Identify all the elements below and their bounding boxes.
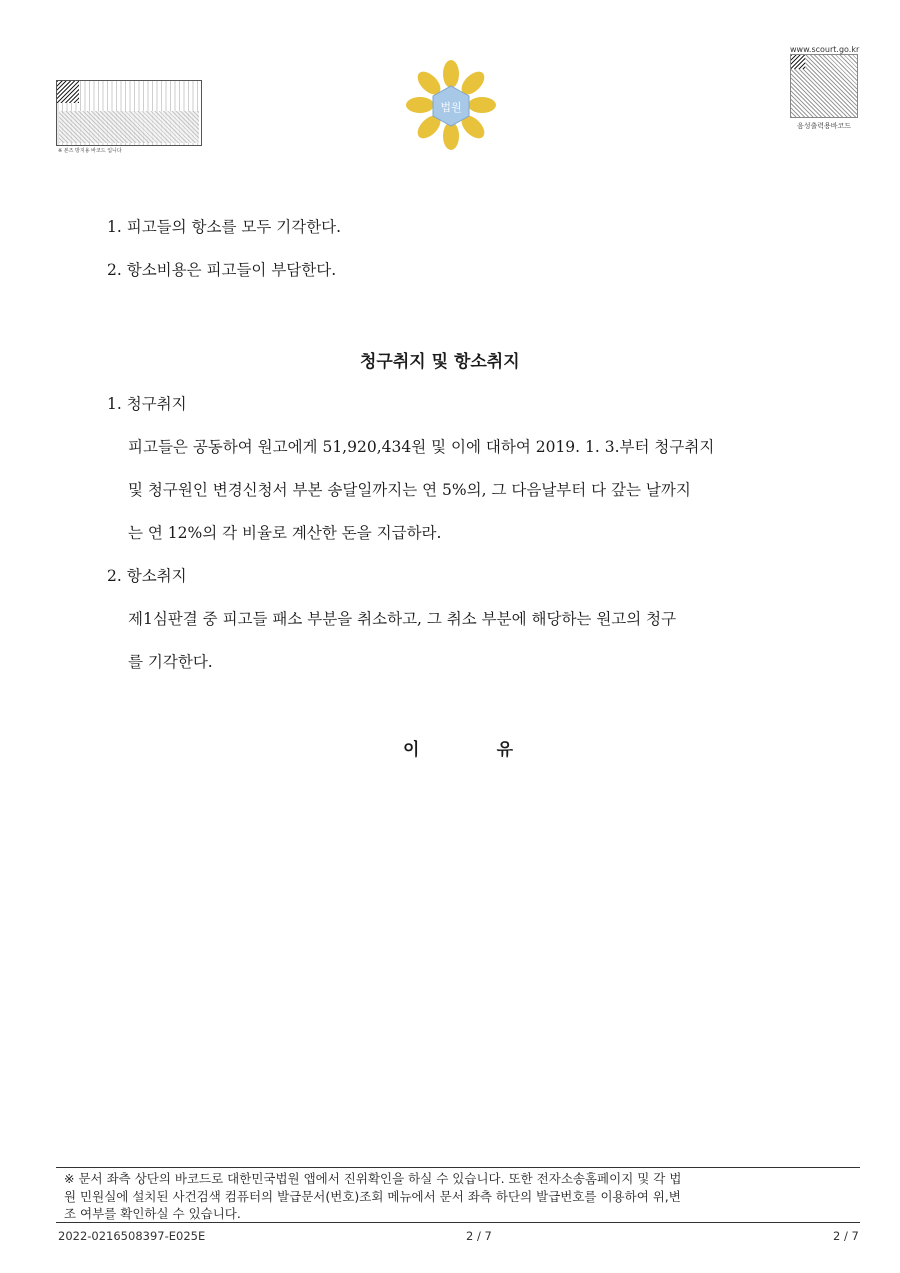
- voice-output-barcode: [790, 54, 858, 118]
- claim-item-1-line: 는 연 12%의 각 비율로 계산한 돈을 지급하라.: [128, 524, 442, 542]
- footer-notice-line: ※ 문서 좌측 상단의 바코드로 대한민국법원 앱에서 진위확인을 하실 수 있습니다. 또한 전자소송홈페이지 및 각 법: [64, 1171, 682, 1186]
- claim-item-1-title: 1. 청구취지: [107, 395, 187, 413]
- footer-notice: [56, 1167, 860, 1223]
- claim-item-2-line: 를 기각한다.: [128, 653, 213, 671]
- footer-notice-line: 원 민원실에 설치된 사건검색 컴퓨터의 발급문서(번호)조회 메뉴에서 문서 좌측 하단의 발급번호를 이용하여 위,변: [64, 1188, 681, 1204]
- qr-corner-mark: [791, 55, 805, 69]
- reason-heading: [403, 735, 513, 760]
- issue-number: 2022-0216508397-E025E: [58, 1229, 206, 1243]
- barcode-note: ※ 본즈 방지용 바코드 입니다: [58, 148, 122, 154]
- qr-caption: 음성출력용바코드: [796, 122, 852, 130]
- qr-url: www.scourt.go.kr: [790, 45, 860, 54]
- claim-item-2-line: 제1심판결 중 피고들 패소 부분을 취소하고, 그 취소 부분에 해당하는 원고의 청구: [128, 610, 677, 628]
- claim-item-1-line: 및 청구원인 변경신청서 부본 송달일까지는 연 5%의, 그 다음날부터 다 갚는 날까지: [128, 481, 691, 499]
- claims-heading: 청구취지 및 항소취지: [360, 352, 520, 372]
- reason-heading-char: 이: [403, 740, 420, 760]
- barcode-corner-mark: [57, 81, 79, 103]
- order-item-2: 2. 항소비용은 피고들이 부담한다.: [107, 261, 337, 279]
- footer-notice-line: 조 여부를 확인하실 수 있습니다.: [64, 1206, 241, 1221]
- order-item-1: 1. 피고들의 항소를 모두 기각한다.: [107, 218, 342, 236]
- page-number-right: 2 / 7: [833, 1229, 859, 1243]
- barcode-pattern: [59, 111, 199, 143]
- page-number-center: 2 / 7: [466, 1229, 492, 1243]
- barcode: [56, 80, 202, 146]
- court-seal-icon: [406, 60, 496, 150]
- seal-text: 법원: [440, 101, 462, 114]
- claim-item-1-line: 피고들은 공동하여 원고에게 51,920,434원 및 이에 대하여 2019. 1. 3.부터 청구취지: [128, 438, 715, 456]
- claim-item-2-title: 2. 항소취지: [107, 567, 187, 585]
- reason-heading-char: 유: [496, 740, 513, 760]
